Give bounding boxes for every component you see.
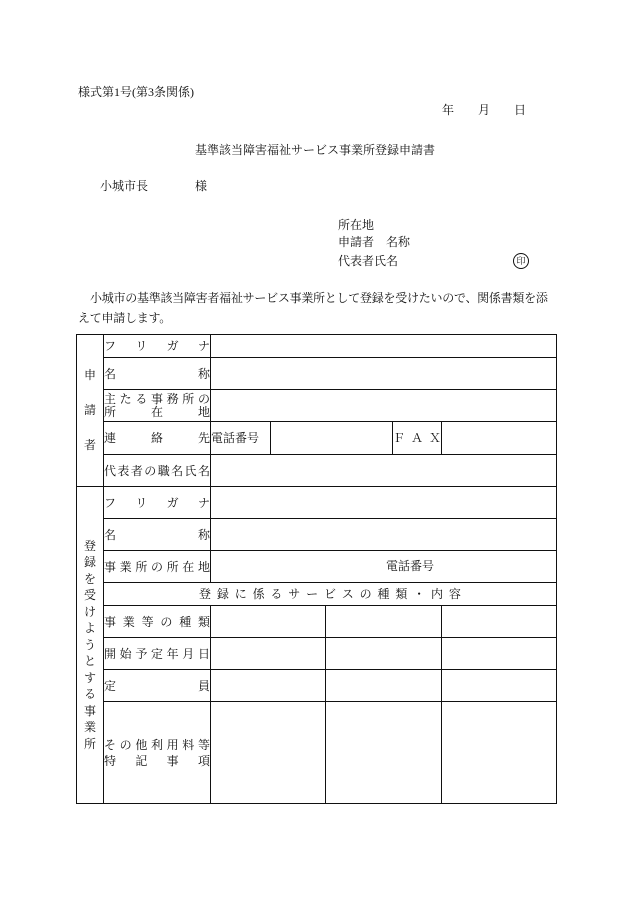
label-char: Ｆ	[393, 431, 406, 445]
label-char: 事	[104, 559, 117, 574]
facility-section-label-cell	[77, 487, 104, 804]
applicant-furigana-row	[77, 335, 557, 358]
label-char: 種	[179, 614, 192, 629]
business-type-label	[104, 615, 210, 629]
label-char: 登	[83, 538, 96, 553]
notes-field-2	[326, 702, 442, 804]
label-char: ー	[306, 587, 319, 601]
label-char: た	[119, 391, 132, 406]
label-char: 定	[104, 678, 117, 693]
label-char: 在	[182, 559, 195, 574]
label-char: 容	[448, 587, 461, 601]
label-char: 名	[197, 463, 210, 478]
applicant-office-address-label-cell	[104, 390, 211, 422]
business-type-field-3	[442, 606, 557, 638]
label-char: と	[83, 654, 96, 669]
start-date-field-3	[442, 638, 557, 670]
facility-name-label	[104, 528, 210, 542]
applicant-fax-label	[393, 431, 441, 445]
label-char: 名	[104, 366, 117, 381]
label-char: Ｘ	[428, 431, 441, 445]
label-char: 類	[395, 587, 408, 601]
facility-name-field	[211, 519, 557, 551]
label-char: サ	[288, 587, 301, 601]
date-year-label: 年	[442, 103, 455, 117]
facility-section-label	[77, 538, 103, 753]
label-char: 表	[117, 463, 130, 478]
facility-address-label	[104, 560, 210, 574]
business-type-label-cell	[104, 606, 211, 638]
label-char: 者	[130, 463, 143, 478]
label-char: 係	[252, 587, 265, 601]
label-char: フ	[104, 339, 117, 353]
addressee-honorific: 様	[195, 179, 208, 193]
applicant-office-address-label-line-1	[104, 393, 210, 406]
label-char: の	[160, 614, 173, 629]
applicant-name-label-cell	[104, 358, 211, 390]
label-char: の	[144, 463, 157, 478]
label-char: の	[359, 587, 372, 601]
applicant-section-label	[77, 358, 103, 463]
label-char: ス	[341, 587, 354, 601]
notes-label-line-1	[104, 737, 210, 753]
start-date-field-2	[326, 638, 442, 670]
label-char: 等	[141, 614, 154, 629]
label-char: 所	[104, 404, 117, 419]
applicant-furigana-label-cell	[104, 335, 211, 358]
label-char: ビ	[323, 587, 336, 601]
label-char: 主	[104, 391, 117, 406]
label-char: 所	[83, 736, 96, 751]
label-char: 業	[119, 559, 132, 574]
applicant-representative-label	[104, 464, 210, 478]
label-char: 者	[83, 438, 96, 452]
applicant-phone-label: 電話番号	[211, 422, 271, 455]
capacity-row	[77, 670, 557, 702]
applicant-fax-label-cell	[393, 422, 442, 455]
label-char: 地	[197, 404, 210, 419]
document-title: 基準該当障害福祉サービス事業所登録申請書	[194, 143, 435, 157]
label-char: 記	[135, 753, 148, 768]
label-char: 事	[83, 703, 96, 718]
label-char: け	[83, 604, 96, 619]
label-char: 月	[182, 646, 195, 661]
services-header-row	[77, 583, 557, 606]
label-char: 日	[197, 646, 210, 661]
label-char: る	[270, 587, 283, 601]
business-type-row	[77, 606, 557, 638]
label-char: ガ	[166, 339, 179, 353]
label-char: 務	[166, 391, 179, 406]
label-char: 用	[166, 737, 179, 752]
facility-address-field	[211, 551, 557, 583]
label-char: 称	[197, 366, 210, 381]
label-char: よ	[83, 621, 96, 636]
date-month-label: 月	[478, 103, 491, 117]
label-char: う	[83, 637, 96, 652]
applicant-representative-row	[77, 455, 557, 487]
label-char: 申	[83, 368, 96, 382]
addressee-name: 小城市長	[100, 179, 149, 193]
applicant-representative-label-cell	[104, 455, 211, 487]
applicant-contact-row	[77, 422, 557, 455]
label-char: 始	[119, 646, 132, 661]
label-char: 所	[135, 559, 148, 574]
label-char: 等	[197, 737, 210, 752]
applicant-contact-label-cell	[104, 422, 211, 455]
label-char: そ	[104, 737, 117, 752]
label-char: リ	[135, 339, 148, 353]
facility-address-row	[77, 551, 557, 583]
notes-label-line-2	[104, 753, 210, 769]
label-char: 年	[166, 646, 179, 661]
applicant-label: 申請者	[338, 235, 375, 249]
label-char: 氏	[184, 463, 197, 478]
label-char: 項	[197, 753, 210, 768]
label-char: 開	[104, 646, 117, 661]
capacity-label-cell	[104, 670, 211, 702]
applicant-name-row	[77, 358, 557, 390]
facility-address-label-cell	[104, 551, 211, 583]
seal-mark-icon: 印	[513, 253, 529, 269]
applicant-furigana-label	[104, 339, 210, 353]
label-char: 絡	[150, 431, 163, 445]
label-char: の	[119, 737, 132, 752]
start-date-row	[77, 638, 557, 670]
label-char: 料	[182, 737, 195, 752]
applicant-name-field	[211, 358, 557, 390]
facility-phone-label: 電話番号	[386, 559, 435, 573]
label-char: に	[234, 587, 247, 601]
applicant-office-address-field	[211, 390, 557, 422]
label-char: 特	[104, 753, 117, 768]
facility-furigana-row	[77, 487, 557, 519]
label-char: 業	[83, 720, 96, 735]
applicant-section-label-cell	[77, 335, 104, 487]
applicant-representative-field	[211, 455, 557, 487]
facility-furigana-label-cell	[104, 487, 211, 519]
label-char: ガ	[166, 495, 179, 510]
label-char: 業	[122, 614, 135, 629]
services-header-cell	[104, 583, 557, 606]
label-char: る	[135, 391, 148, 406]
notes-field-1	[211, 702, 326, 804]
label-char: の	[197, 391, 210, 406]
label-char: 名	[104, 527, 117, 542]
label-char: を	[83, 571, 96, 586]
facility-furigana-label	[104, 496, 210, 510]
label-char: の	[150, 559, 163, 574]
label-char: 所	[182, 391, 195, 406]
business-type-field-1	[211, 606, 326, 638]
capacity-field-3	[442, 670, 557, 702]
services-header	[199, 587, 461, 601]
label-char: 類	[197, 614, 210, 629]
label-char: る	[83, 687, 96, 702]
label-char: ナ	[197, 339, 210, 353]
label-char: 請	[83, 403, 96, 417]
applicant-address-label: 所在地	[338, 218, 375, 232]
label-char: 事	[104, 614, 117, 629]
label-char: 登	[199, 587, 212, 601]
label-char: 員	[197, 678, 210, 693]
label-char: 事	[150, 391, 163, 406]
body-text-line-1: 小城市の基準該当障害者福祉サービス事業所として登録を受けたいので、関係書類を添	[90, 291, 548, 305]
notes-row	[77, 702, 557, 804]
label-char: 事	[166, 753, 179, 768]
label-char: 受	[83, 588, 96, 603]
notes-field-3	[442, 702, 557, 804]
start-date-label	[104, 647, 210, 661]
label-char: 代	[104, 463, 117, 478]
label-char: 録	[216, 587, 229, 601]
application-table	[76, 334, 557, 804]
label-char: リ	[135, 495, 148, 510]
label-char: 称	[197, 527, 210, 542]
applicant-contact-label	[104, 431, 210, 445]
start-date-field-1	[211, 638, 326, 670]
label-char: フ	[104, 495, 117, 510]
applicant-furigana-field	[211, 335, 557, 358]
label-char: 種	[377, 587, 390, 601]
notes-label-cell	[104, 702, 211, 804]
label-char: 職	[157, 463, 170, 478]
label-char: 連	[104, 431, 117, 445]
capacity-label	[104, 679, 210, 693]
body-text-line-2: えて申請します。	[78, 311, 171, 325]
date-day-label: 日	[514, 103, 527, 117]
capacity-field-1	[211, 670, 326, 702]
start-date-label-cell	[104, 638, 211, 670]
facility-name-row	[77, 519, 557, 551]
applicant-phone-field	[271, 422, 393, 455]
form-number: 様式第1号(第3条関係)	[78, 85, 194, 99]
label-char: 地	[197, 559, 210, 574]
applicant-fax-field	[442, 422, 557, 455]
label-char: 在	[150, 404, 163, 419]
label-char: 内	[431, 587, 444, 601]
applicant-name-label	[104, 367, 210, 381]
label-char: 録	[83, 555, 96, 570]
business-type-field-2	[326, 606, 442, 638]
label-char: ナ	[197, 495, 210, 510]
representative-name-label: 代表者氏名	[338, 254, 399, 268]
capacity-field-2	[326, 670, 442, 702]
label-char: 先	[197, 431, 210, 445]
label-char: Ａ	[410, 431, 423, 445]
label-char: 定	[150, 646, 163, 661]
facility-furigana-field	[211, 487, 557, 519]
label-char: 所	[166, 559, 179, 574]
label-char: 予	[135, 646, 148, 661]
label-char: 名	[171, 463, 184, 478]
label-char: 利	[150, 737, 163, 752]
facility-name-label-cell	[104, 519, 211, 551]
label-char: す	[83, 670, 96, 685]
applicant-office-address-label-line-2	[104, 406, 210, 419]
label-char: ・	[413, 587, 426, 601]
applicant-name-label: 名称	[386, 235, 411, 249]
applicant-office-address-row	[77, 390, 557, 422]
label-char: 他	[135, 737, 148, 752]
